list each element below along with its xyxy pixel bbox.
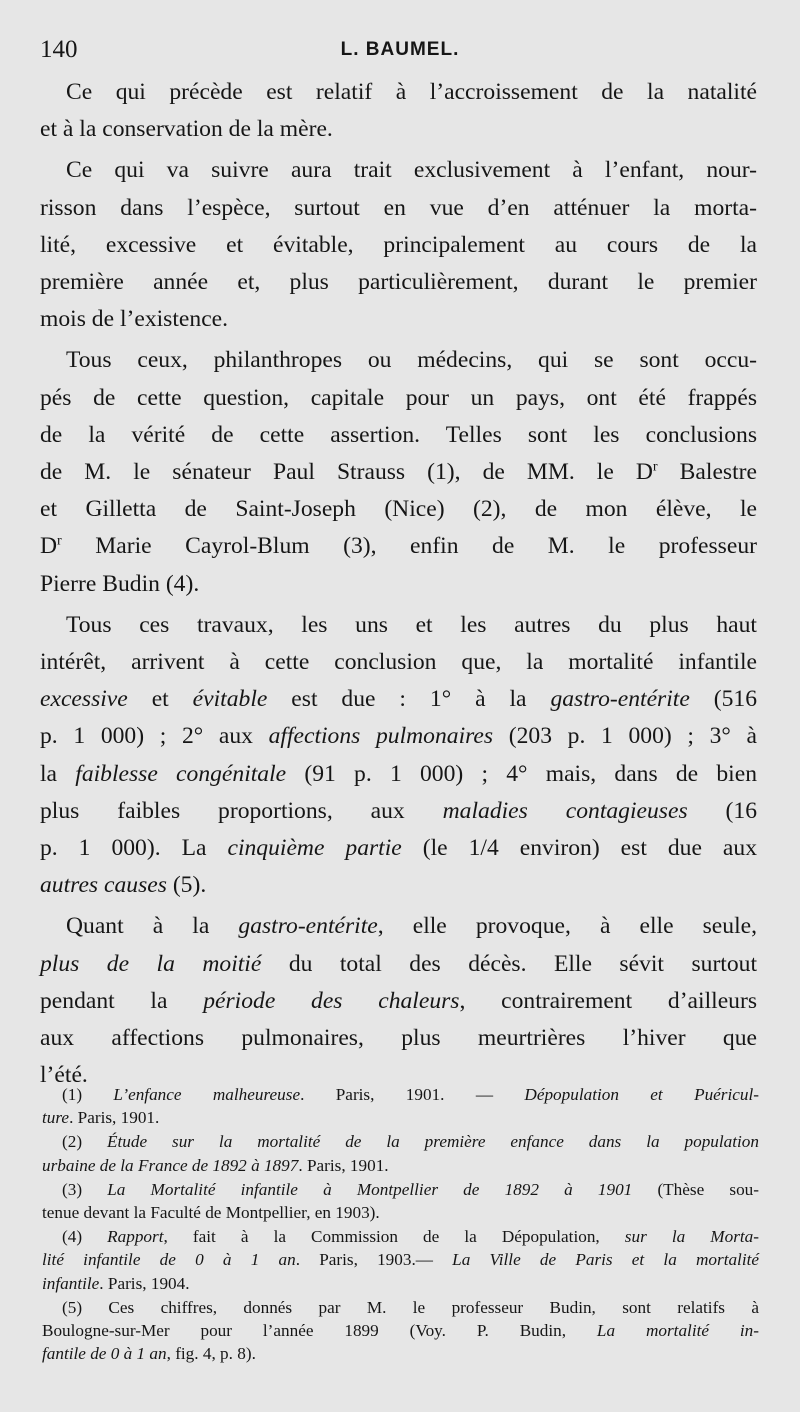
- text-segment: Marie Cayrol-Blum (3), enfin de M. le professeur: [61, 533, 757, 560]
- italic-segment: urbaine de la France de 1892 à 1897: [42, 1155, 299, 1175]
- italic-segment: autres causes: [40, 872, 167, 899]
- text-segment: Pierre Budin (4).: [40, 570, 200, 597]
- text-line: [40, 830, 757, 867]
- text-segment: la: [40, 760, 76, 787]
- footnote: [42, 1225, 759, 1295]
- italic-segment: lité infantile de 0 à 1 an: [42, 1250, 296, 1270]
- text-line: [40, 793, 757, 830]
- footnote-line: [42, 1154, 759, 1177]
- italic-segment: gastro-entérite: [238, 913, 378, 940]
- text-segment: (91 p. 1 000) ; 4° mais, dans de bien: [286, 760, 758, 787]
- footnote-line: [42, 1083, 759, 1106]
- text-segment: (3): [62, 1179, 108, 1199]
- text-segment: mois de l’existence.: [40, 306, 229, 333]
- text-segment: Tous ces travaux, les uns et les autres du plus haut: [66, 611, 757, 638]
- text-line: [40, 644, 757, 681]
- text-segment: de M. le sénateur Paul Strauss (1), de MM. le D: [40, 459, 653, 486]
- italic-segment: fantile de 0 à 1 an: [42, 1344, 167, 1364]
- text-segment: Tous ceux, philanthropes ou médecins, qui se sont occu-: [66, 347, 757, 374]
- paragraph: [40, 607, 757, 905]
- text-segment: première année et, plus particulièrement, durant le premier: [40, 269, 757, 296]
- text-line: [40, 528, 757, 565]
- italic-segment: infantile: [42, 1273, 100, 1293]
- italic-segment: plus de la moitié: [40, 950, 262, 977]
- italic-segment: faiblesse congénitale: [75, 760, 287, 787]
- italic-segment: sur la Morta-: [624, 1227, 759, 1247]
- italic-segment: excessive: [40, 686, 128, 713]
- text-line: [40, 607, 757, 644]
- text-segment: Ce qui va suivre aura trait exclusivement à l’enfant, nour-: [66, 157, 757, 184]
- text-line: [40, 264, 757, 301]
- footnotes: [42, 1083, 759, 1366]
- text-line: [40, 867, 757, 904]
- footnote-line: [42, 1319, 759, 1342]
- paragraph: [40, 342, 757, 602]
- italic-segment: La Mortalité infantile à Montpellier de 1892 à 1901: [107, 1179, 633, 1199]
- footnote: [42, 1178, 759, 1224]
- footnote: [42, 1130, 759, 1176]
- text-segment: du total des décès. Elle sévit surtout: [261, 950, 758, 977]
- footnote-line: [42, 1296, 759, 1319]
- body-text: [40, 74, 757, 1098]
- text-segment: (1): [62, 1085, 114, 1104]
- text-line: [40, 681, 757, 718]
- superscript: r: [57, 532, 62, 549]
- text-line: [40, 946, 757, 983]
- text-line: [40, 190, 757, 227]
- page-header: [40, 36, 760, 72]
- text-segment: intérêt, arrivent à cette conclusion que, la mortalité infantile: [40, 649, 757, 676]
- italic-segment: Dépopulation et Puéricul-: [524, 1085, 759, 1104]
- text-segment: et: [127, 686, 193, 713]
- text-line: [40, 380, 757, 417]
- running-head: L. BAUMEL.: [340, 39, 460, 60]
- text-segment: pés de cette question, capitale pour un pays, ont été frappés: [40, 384, 757, 411]
- italic-segment: maladies contagieuses: [442, 797, 688, 824]
- footnote-line: [42, 1201, 759, 1224]
- footnote: [42, 1296, 759, 1366]
- text-segment: Boulogne-sur-Mer pour l’année 1899 (Voy. P. Budin,: [42, 1321, 597, 1341]
- text-line: [40, 111, 757, 148]
- text-line: [40, 152, 757, 189]
- text-segment: de la vérité de cette assertion. Telles sont les conclusions: [40, 421, 757, 448]
- text-segment: et à la conservation de la mère.: [40, 116, 333, 143]
- text-segment: lité, excessive et évitable, principalement au cours de la: [40, 231, 757, 258]
- text-line: [40, 417, 757, 454]
- text-segment: (Thèse sou-: [632, 1179, 759, 1199]
- text-segment: . Paris, 1901.: [69, 1108, 160, 1128]
- italic-segment: La mortalité in-: [596, 1321, 759, 1341]
- text-line: [40, 454, 757, 491]
- text-segment: . Paris, 1901.: [298, 1155, 389, 1175]
- text-segment: (5).: [166, 872, 207, 899]
- text-segment: Quant à la: [66, 913, 239, 940]
- text-segment: p. 1 000). La: [40, 835, 228, 862]
- text-segment: , fait à la Commission de la Dépopulation,: [163, 1227, 625, 1247]
- footnote-line: [42, 1272, 759, 1295]
- italic-segment: Rapport: [107, 1227, 164, 1247]
- text-segment: (5) Ces chiffres, donnés par M. le professeur Budin, sont relatifs à: [62, 1297, 759, 1317]
- text-segment: est due : 1° à la: [267, 686, 551, 713]
- text-segment: aux affections pulmonaires, plus meurtrières l’hiver que: [40, 1025, 757, 1052]
- footnote-line: [42, 1106, 759, 1129]
- text-segment: l’été.: [40, 1062, 88, 1089]
- text-segment: p. 1 000) ; 2° aux: [40, 723, 269, 750]
- italic-segment: ture: [42, 1108, 70, 1128]
- superscript: r: [652, 458, 658, 475]
- text-segment: (le 1/4 environ) est due aux: [401, 835, 757, 862]
- paragraph: [40, 152, 757, 338]
- text-line: [40, 983, 757, 1020]
- italic-segment: évitable: [192, 686, 268, 713]
- text-segment: . Paris, 1901. —: [300, 1085, 525, 1104]
- text-line: [40, 74, 757, 111]
- text-segment: , contrairement d’ailleurs: [459, 987, 758, 1014]
- text-segment: plus faibles proportions, aux: [40, 797, 443, 824]
- text-line: [40, 301, 757, 338]
- text-segment: tenue devant la Faculté de Montpellier, en 1903).: [42, 1203, 380, 1223]
- text-line: [40, 491, 757, 528]
- text-segment: et Gilletta de Saint-Joseph (Nice) (2), de mon élève, le: [40, 496, 757, 523]
- text-segment: Balestre: [657, 459, 757, 486]
- text-line: [40, 756, 757, 793]
- text-segment: Ce qui précède est relatif à l’accroissement de la natalité: [66, 79, 757, 105]
- text-segment: (203 p. 1 000) ; 3° à: [493, 723, 757, 750]
- text-segment: , elle provoque, à elle seule,: [377, 913, 757, 940]
- footnote: [42, 1083, 759, 1129]
- text-segment: D: [40, 533, 58, 560]
- text-line: [40, 908, 757, 945]
- italic-segment: Étude sur la mortalité de la première enfance dans la population: [106, 1132, 759, 1152]
- text-line: [40, 342, 757, 379]
- text-segment: (4): [62, 1227, 108, 1247]
- paragraph: [40, 908, 757, 1094]
- text-line: [40, 227, 757, 264]
- footnote-line: [42, 1342, 759, 1365]
- footnote-line: [42, 1178, 759, 1201]
- footnote-line: [42, 1248, 759, 1271]
- text-segment: risson dans l’espèce, surtout en vue d’en atténuer la morta-: [40, 194, 757, 221]
- italic-segment: période des chaleurs: [203, 987, 460, 1014]
- text-segment: (16: [687, 797, 757, 824]
- italic-segment: gastro-entérite: [550, 686, 690, 713]
- text-line: [40, 1020, 757, 1057]
- text-segment: (516: [689, 686, 757, 713]
- footnote-line: [42, 1225, 759, 1248]
- text-segment: . Paris, 1904.: [99, 1273, 190, 1293]
- text-segment: , fig. 4, p. 8).: [166, 1344, 256, 1364]
- footnote-line: [42, 1130, 759, 1153]
- text-segment: pendant la: [40, 987, 204, 1014]
- text-segment: (2): [62, 1132, 107, 1152]
- italic-segment: cinquième partie: [227, 835, 402, 862]
- italic-segment: L’enfance malheureuse: [113, 1085, 301, 1104]
- italic-segment: affections pulmonaires: [268, 723, 494, 750]
- text-segment: . Paris, 1903.—: [295, 1250, 453, 1270]
- paragraph: [40, 74, 757, 148]
- text-line: [40, 566, 757, 603]
- italic-segment: La Ville de Paris et la mortalité: [452, 1250, 760, 1270]
- page-number: 140: [40, 36, 78, 63]
- text-line: [40, 718, 757, 755]
